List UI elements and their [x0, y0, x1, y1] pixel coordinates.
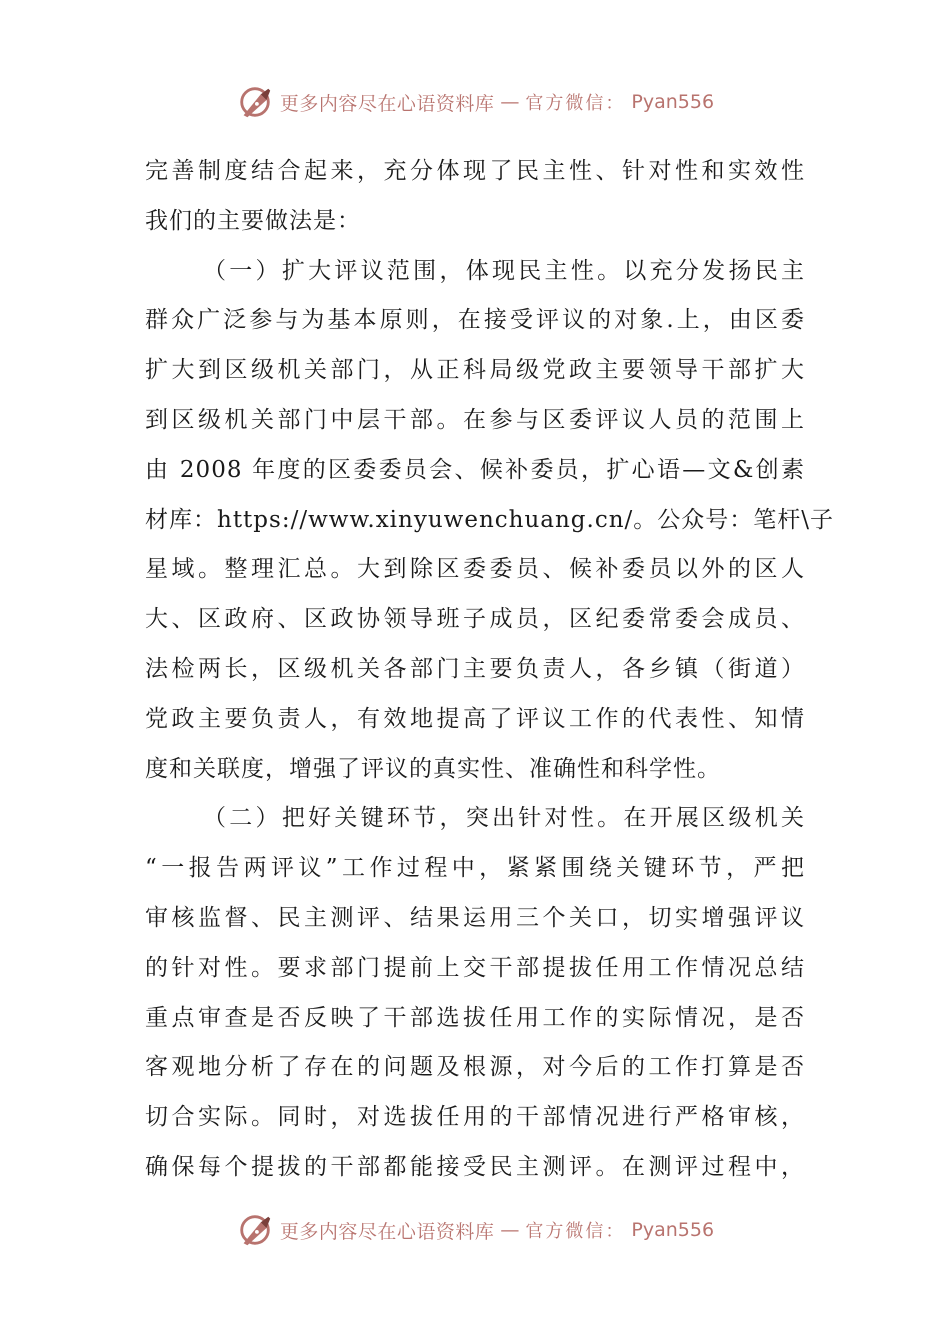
body-line: 大、区政府、区政协领导班子成员，区纪委常委会成员、 — [145, 606, 805, 633]
document-body — [145, 147, 835, 1193]
body-line: 扩大到区级机关部门，从正科局级党政主要领导干部扩大 — [145, 357, 805, 384]
pen-nib-logo-icon — [236, 1211, 274, 1249]
body-line: 的针对性。要求部门提前上交干部提拔任用工作情况总结 — [145, 954, 805, 981]
header-watermark — [0, 80, 950, 124]
body-line: （二）把好关键环节，突出针对性。在开展区级机关 — [203, 805, 805, 832]
footer-separator: — — [500, 1219, 520, 1241]
body-line: 群众广泛参与为基本原则，在接受评议的对象.上，由区委 — [145, 307, 805, 334]
body-line: “一报告两评议”工作过程中，紧紧围绕关键环节，严把 — [145, 855, 805, 882]
footer-site-name: 更多内容尽在心语资料库 — [279, 1220, 495, 1243]
body-line: 客观地分析了存在的问题及根源，对今后的工作打算是否 — [145, 1054, 805, 1081]
body-line: 党政主要负责人，有效地提高了评议工作的代表性、知情 — [145, 705, 805, 732]
body-line: 度和关联度，增强了评议的真实性、准确性和科学性。 — [145, 755, 721, 782]
body-line: 重点审查是否反映了干部选拔任用工作的实际情况，是否 — [145, 1004, 805, 1031]
footer-account: Pyan556 — [631, 1219, 715, 1241]
header-site-name: 更多内容尽在心语资料库 — [279, 92, 495, 115]
body-line: 法检两长，区级机关各部门主要负责人，各乡镇（街道） — [145, 655, 805, 682]
body-line: 审核监督、民主测评、结果运用三个关口，切实增强评议 — [145, 904, 805, 931]
footer-watermark — [0, 1208, 950, 1252]
header-account: Pyan556 — [631, 91, 715, 113]
body-line: 切合实际。同时，对选拔任用的干部情况进行严格审核， — [145, 1104, 805, 1131]
body-line: 确保每个提拔的干部都能接受民主测评。在测评过程中， — [145, 1153, 805, 1180]
footer-label: 官方微信： — [525, 1221, 626, 1242]
header-separator: — — [500, 91, 520, 113]
body-line: 完善制度结合起来，充分体现了民主性、针对性和实效性 — [145, 158, 805, 184]
body-line: 材库：https://www.xinyuwenchuang.cn/。公众号：笔杆\子 — [145, 506, 835, 533]
body-line: 到区级机关部门中层干部。在参与区委评议人员的范围上 — [145, 406, 805, 433]
body-line: 由 2008 年度的区委委员会、候补委员，扩心语—文&创素 — [145, 456, 805, 483]
body-line: 星域。整理汇总。大到除区委委员、候补委员以外的区人 — [145, 556, 805, 583]
body-line: 我们的主要做法是： — [145, 207, 361, 234]
header-label: 官方微信： — [525, 93, 626, 114]
body-line: （一）扩大评议范围，体现民主性。以充分发扬民主 — [203, 257, 805, 284]
pen-nib-logo-icon — [236, 83, 274, 121]
